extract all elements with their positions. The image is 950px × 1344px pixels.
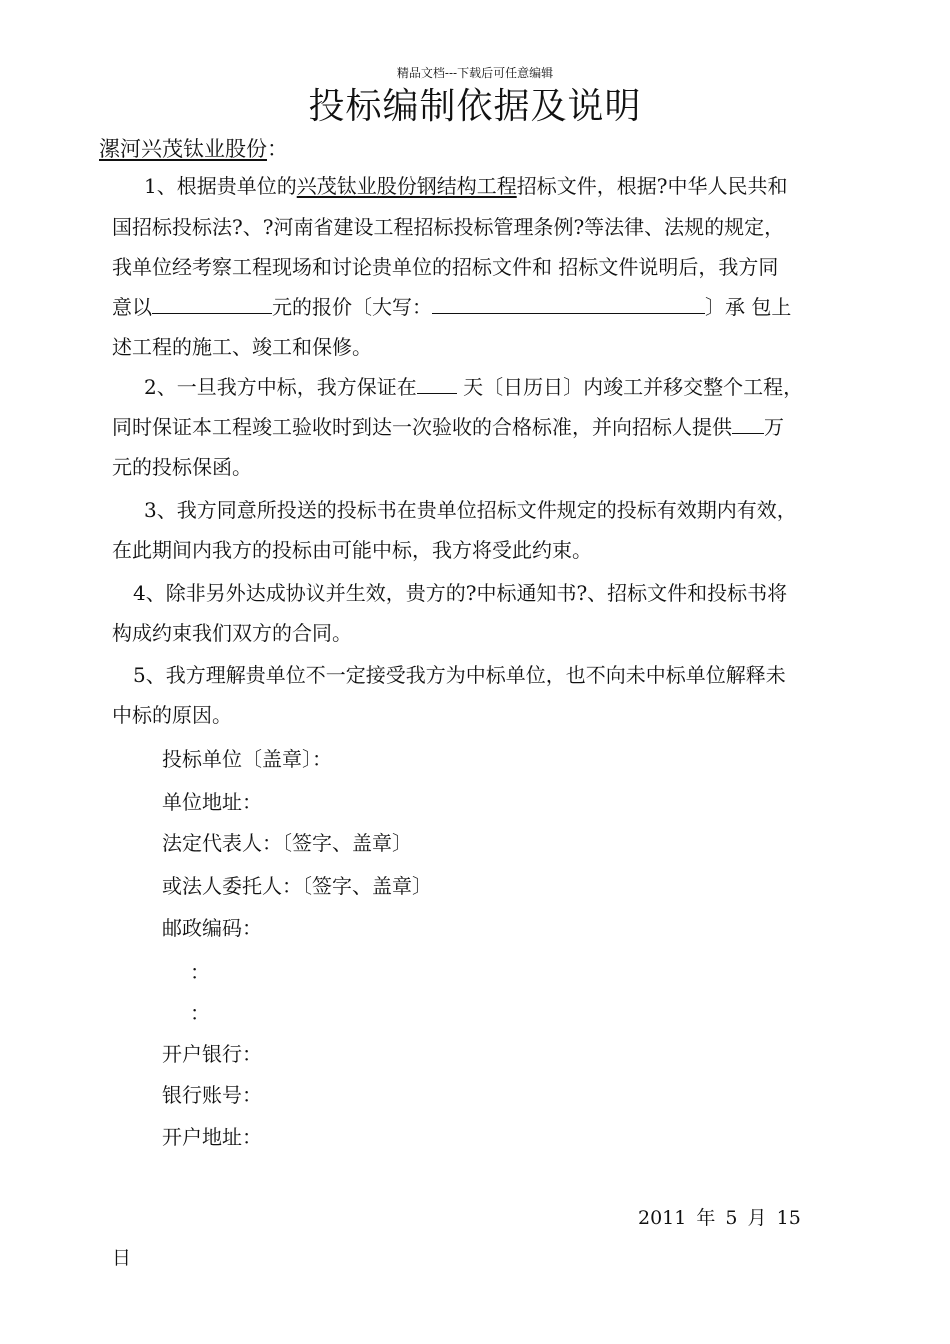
label-bank: 开户银行： [162,1042,262,1066]
paragraph-1-line-4 [112,294,791,320]
p1-text-e: 〕承 包上 [705,295,792,319]
document-title: 投标编制依据及说明 [308,86,642,127]
price-blank [152,295,272,314]
paragraph-2-line-2 [112,414,784,440]
p1-text-c: 意以 [112,295,152,319]
paragraph-1-line-1 [144,173,787,199]
p1-text-d: 元的报价〔大写： [272,295,432,319]
addressee [99,133,288,163]
days-blank [417,375,457,394]
date-day: 日 [112,1247,132,1269]
project-name: 兴茂钛业股份钢结构工程 [296,174,517,198]
label-bank-address: 开户地址： [162,1125,262,1149]
paragraph-4-line-2: 构成约束我们双方的合同。 [112,621,352,645]
p2-text-b: 天〔日历日〕内竣工并移交整个工程， [456,375,804,399]
label-legal-representative: 法定代表人：〔签字、盖章〕 [162,831,412,855]
p1-text-b: 招标文件，根据?中华人民共和 [516,174,788,198]
guarantee-blank [732,415,764,434]
paragraph-1-line-3: 我单位经考察工程现场和讨论贵单位的招标文件和 招标文件说明后，我方同 [112,255,779,279]
colon-line-1: ： [190,960,210,984]
addressee-colon: ： [267,137,288,161]
paragraph-3-line-2: 在此期间内我方的投标由可能中标，我方将受此约束。 [112,538,592,562]
label-postcode: 邮政编码： [162,916,262,940]
paragraph-3-line-1: 3、我方同意所投送的投标书在贵单位招标文件规定的投标有效期内有效， [144,498,797,522]
paragraph-4-line-1: 4、除非另外达成协议并生效，贵方的?中标通知书?、招标文件和投标书将 [133,581,788,605]
label-delegate: 或法人委托人：〔签字、盖章〕 [162,874,432,898]
paragraph-2-line-3: 元的投标保函。 [112,455,252,479]
colon-line-2: ： [190,1001,210,1025]
p2-text-c: 同时保证本工程竣工验收时到达一次验收的合格标准，并向招标人提供 [112,415,732,439]
paragraph-2-line-1 [144,374,803,400]
p2-text-a: 2、一旦我方中标，我方保证在 [144,375,417,399]
label-bidding-unit: 投标单位〔盖章〕： [162,747,332,771]
paragraph-1-line-2: 国招标投标法?、?河南省建设工程招标投标管理条例?等法律、法规的规定， [112,215,785,239]
p1-text-a: 1、根据贵单位的 [144,174,297,198]
price-words-blank [432,295,705,314]
p2-text-d: 万 [764,415,784,439]
paragraph-5-line-1: 5、我方理解贵单位不一定接受我方为中标单位，也不向未中标单位解释未 [133,663,786,687]
label-unit-address: 单位地址： [162,790,262,814]
paragraph-5-line-2: 中标的原因。 [112,703,232,727]
paragraph-1-line-5: 述工程的施工、竣工和保修。 [112,335,372,359]
addressee-name: 漯河兴茂钛业股份 [99,137,267,161]
date-line: 2011 年 5 月 15 [638,1207,801,1229]
label-account: 银行账号： [162,1083,262,1107]
header-note: 精品文档---下载后可任意编辑 [396,66,554,80]
